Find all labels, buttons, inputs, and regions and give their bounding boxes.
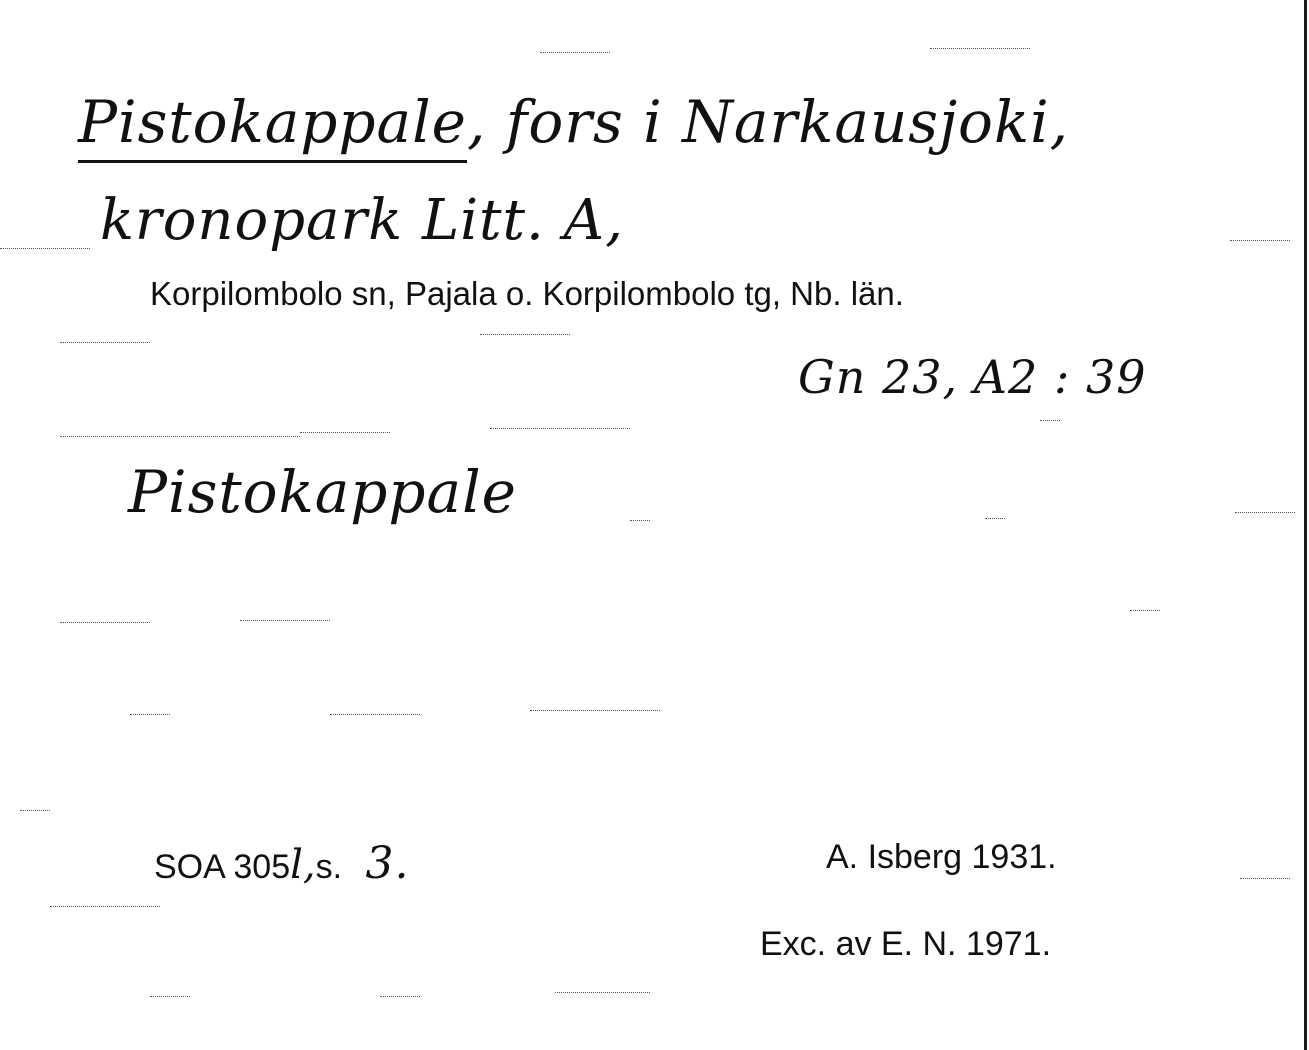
- place-name-underlined: Pistokappale: [78, 88, 467, 163]
- place-description: , fors i Narkausjoki,: [467, 88, 1070, 156]
- scan-speck: [20, 810, 50, 812]
- scan-speck: [60, 342, 150, 344]
- scan-speck: [0, 248, 90, 250]
- scan-speck: [630, 520, 650, 522]
- source-archive: SOA 305: [154, 848, 291, 886]
- scan-speck: [1235, 512, 1295, 514]
- scan-speck: [1130, 610, 1160, 612]
- scan-speck: [380, 996, 420, 998]
- scan-speck: [60, 436, 300, 438]
- source-page-value: 3.: [365, 838, 410, 889]
- scan-speck: [985, 518, 1005, 520]
- map-reference: Gn 23, A2 : 39: [798, 350, 1147, 404]
- scan-speck: [1230, 240, 1290, 242]
- scan-speck: [60, 622, 150, 624]
- scan-speck: [150, 996, 190, 998]
- scan-speck: [490, 428, 630, 430]
- location-line: Korpilombolo sn, Pajala o. Korpilombolo tg, Nb. län.: [150, 275, 904, 312]
- entry-subtitle: kronopark Litt. A,: [100, 188, 624, 253]
- headword: Pistokappale: [128, 458, 517, 526]
- scan-speck: [540, 52, 610, 54]
- scan-speck: [330, 714, 420, 716]
- collector: A. Isberg 1931.: [826, 838, 1057, 876]
- scan-speck: [1240, 878, 1290, 880]
- scan-speck: [1040, 420, 1060, 422]
- scan-speck: [240, 620, 330, 622]
- scan-speck: [530, 710, 660, 712]
- scan-speck: [555, 992, 650, 994]
- excerpt-note: Exc. av E. N. 1971.: [760, 925, 1052, 963]
- scan-speck: [50, 906, 160, 908]
- card-edge: [1304, 0, 1307, 1050]
- source-volume-handwritten: l,: [290, 842, 316, 888]
- scan-speck: [130, 714, 170, 716]
- scan-speck: [300, 432, 390, 434]
- source-reference: [154, 838, 410, 889]
- scan-speck: [480, 334, 570, 336]
- scan-speck: [930, 48, 1030, 50]
- entry-title: [78, 88, 1069, 156]
- source-page-label: s.: [315, 848, 343, 886]
